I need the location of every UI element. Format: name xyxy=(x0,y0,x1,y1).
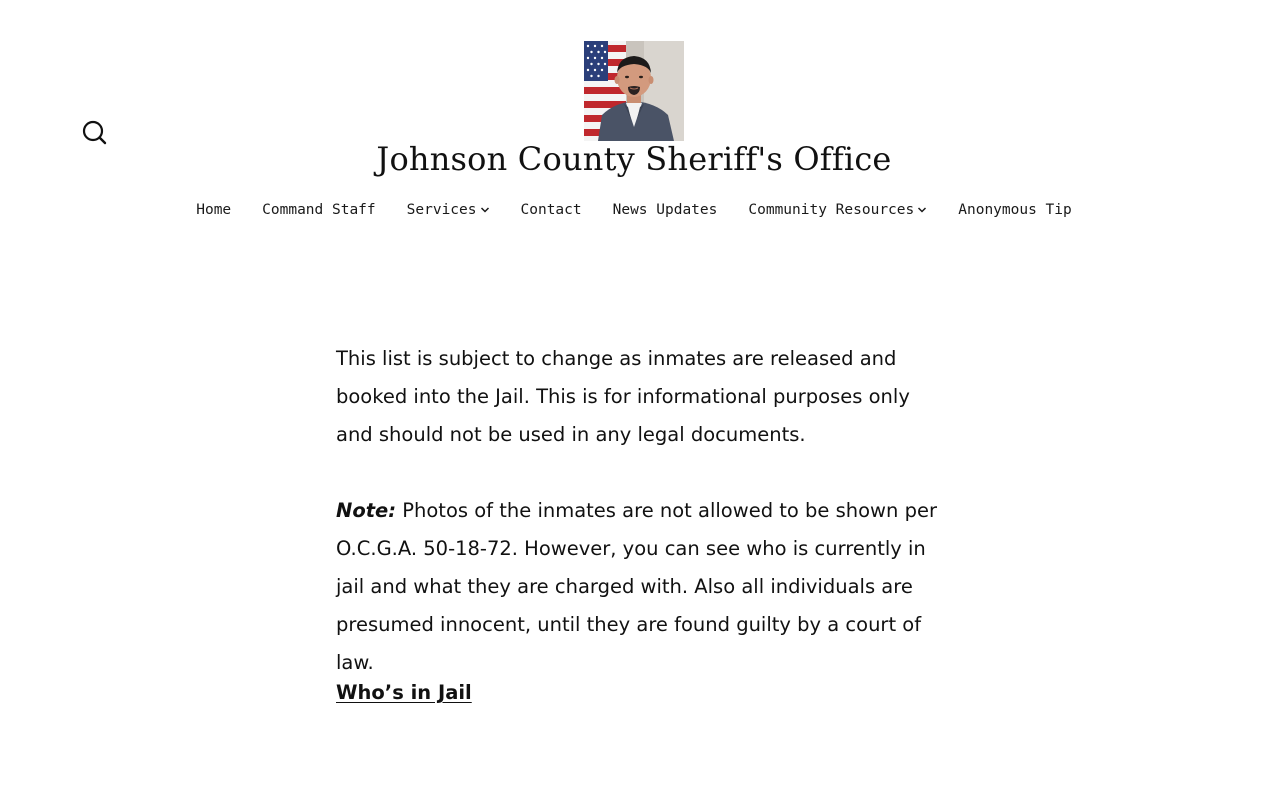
whos-in-jail-link[interactable]: Who’s in Jail xyxy=(336,681,472,704)
nav-item-label: Services xyxy=(406,202,477,218)
main-content xyxy=(336,340,952,682)
disclaimer-paragraph: This list is subject to change as inmates are released and booked into the Jail. This is for informational purposes only and should not be used in any legal documents. xyxy=(336,347,910,446)
nav-item-label: Command Staff xyxy=(262,202,376,218)
nav-item-label: Anonymous Tip xyxy=(958,202,1072,218)
nav-item-command-staff[interactable] xyxy=(247,202,392,218)
nav-item-label: News Updates xyxy=(612,202,718,218)
site-title[interactable]: Johnson County Sheriff's Office xyxy=(376,140,892,178)
nav-item-community-resources[interactable] xyxy=(733,202,943,218)
nav-item-label: Contact xyxy=(520,202,582,218)
nav-item-label: Community Resources xyxy=(748,202,915,218)
nav-item-home[interactable] xyxy=(181,202,247,218)
chevron-down-icon xyxy=(480,205,490,215)
site-logo[interactable] xyxy=(584,41,684,141)
sheriff-portrait-image xyxy=(584,41,684,141)
nav-item-news-updates[interactable] xyxy=(597,202,733,218)
nav-item-contact[interactable] xyxy=(505,202,597,218)
chevron-down-icon xyxy=(917,205,927,215)
note-text: Photos of the inmates are not allowed to be shown per O.C.G.A. 50-18-72. However, you can see who is currently in jail and what they are charged with. Also all individuals are presumed innocent, until they are found guilty by a court of law. xyxy=(336,499,937,674)
nav-item-services[interactable] xyxy=(391,202,505,218)
note-label: Note: xyxy=(336,499,397,522)
nav-item-label: Home xyxy=(196,202,232,218)
note-paragraph xyxy=(336,492,952,682)
primary-navigation xyxy=(0,199,1268,221)
nav-item-anonymous-tip[interactable] xyxy=(943,202,1088,218)
